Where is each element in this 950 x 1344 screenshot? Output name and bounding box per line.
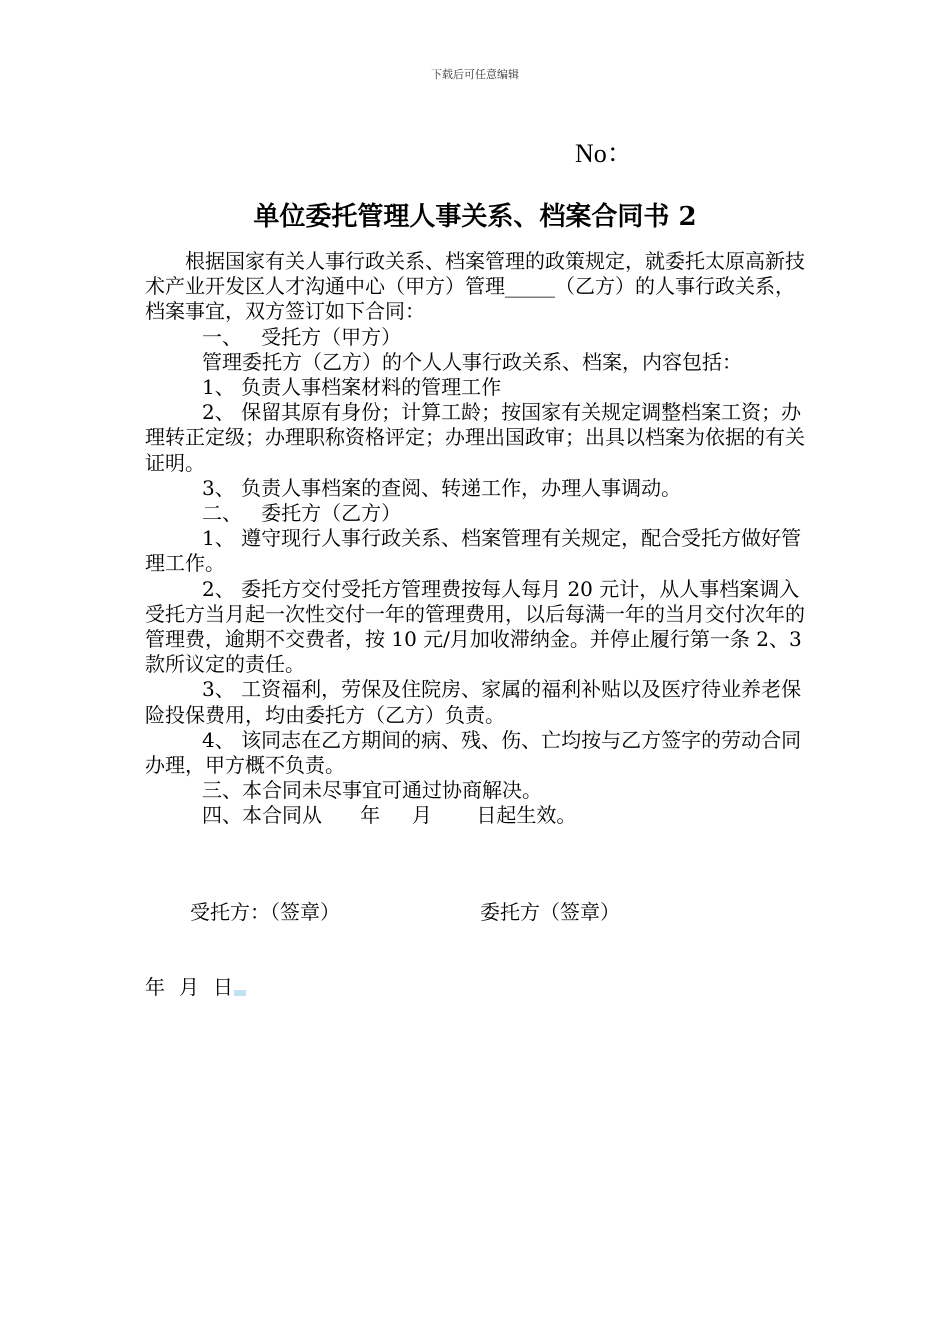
section-3: 三、本合同未尽事宜可通过协商解决。 [202,778,542,803]
text-cursor-marker [234,990,246,996]
header-note: 下载后可任意编辑 [431,68,519,81]
date-day: 日 [213,975,233,999]
date-year: 年 [145,975,165,999]
section-1-heading: 一、 受托方（甲方） [202,324,402,349]
section-2-item-3: 3、 工资福利，劳保及住院房、家属的福利补贴以及医疗待业养老保险投保费用，均由委托方（乙方）负责。 [145,677,802,727]
entrusting-signature: 委托方（签章） [480,900,620,924]
section-1-item-3: 3、 负责人事档案的查阅、转递工作，办理人事调动。 [202,475,682,500]
section-2-item-1: 1、 遵守现行人事行政关系、档案管理有关规定，配合受托方做好管理工作。 [145,526,802,576]
section-4: 四、本合同从 年 月 日起生效。 [202,803,577,828]
section-1-item-2: 2、 保留其原有身份；计算工龄；按国家有关规定调整档案工资；办理转正定级；办理职称资格评定；办理出国政审；出具以档案为依据的有关证明。 [145,400,805,475]
document-title: 单位委托管理人事关系、档案合同书 2 [253,202,697,232]
document-number: No： [575,139,633,168]
section-2-item-2: 2、 委托方交付受托方管理费按每人每月 20 元计，从人事档案调入受托方当月起一次性交付一年的管理费用，以后每满一年的当月交付次年的管理费，逾期不交费者，按 10 元/月加收滞纳金。并停止履行第一条 2、3 款所议定的责任。 [145,576,805,677]
section-1-description: 管理委托方（乙方）的个人人事行政关系、档案，内容包括： [202,349,742,374]
date-line [145,971,246,1000]
date-month: 月 [179,975,199,999]
section-2-item-4: 4、 该同志在乙方期间的病、残、伤、亡均按与乙方签字的劳动合同办理，甲方概不负责。 [145,727,802,778]
section-2-heading: 二、 委托方（乙方） [202,501,402,526]
intro-paragraph: 根据国家有关人事行政关系、档案管理的政策规定，就委托太原高新技术产业开发区人才沟通中心（甲方）管理_____（乙方）的人事行政关系，档案事宜，双方签订如下合同： [145,249,805,324]
contract-body [145,249,807,829]
trustee-signature: 受托方：（签章） [190,900,340,924]
section-1-item-1: 1、 负责人事档案材料的管理工作 [202,375,502,400]
